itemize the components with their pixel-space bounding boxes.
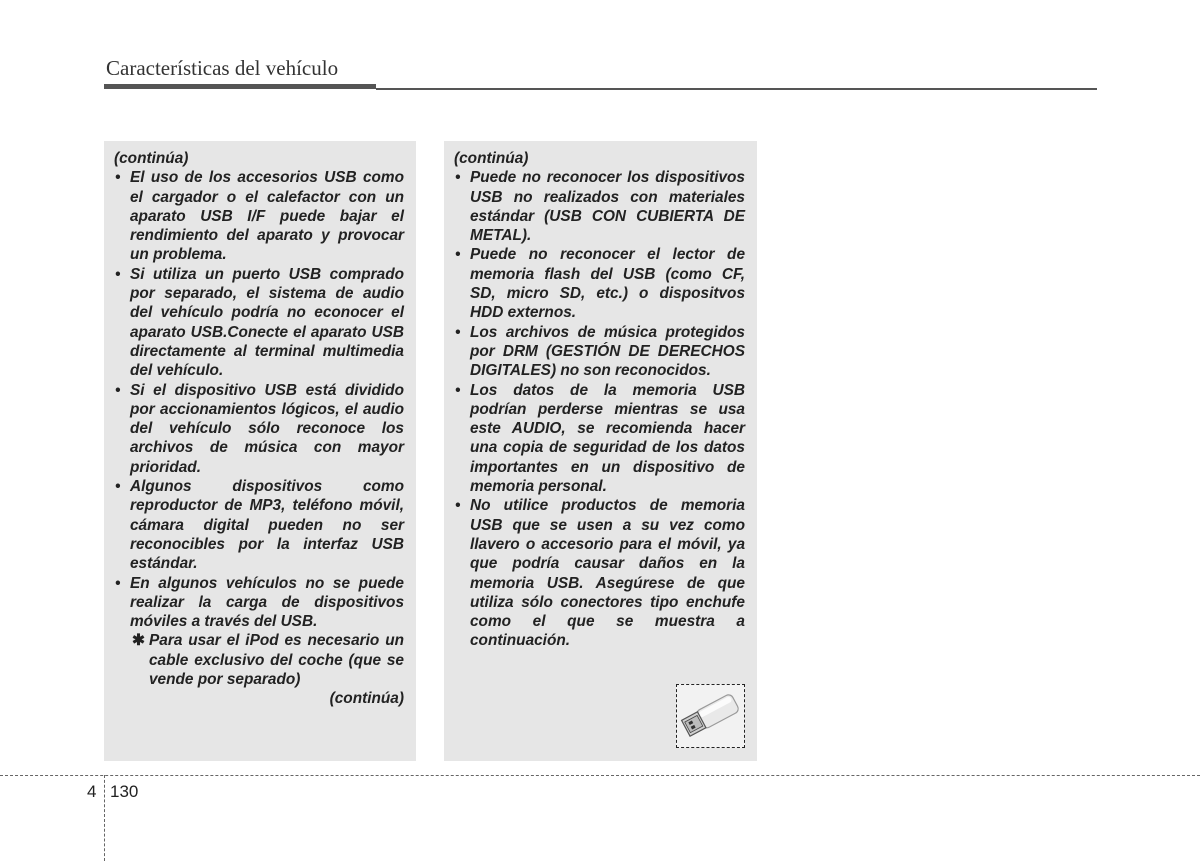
usb-plug-icon (677, 685, 744, 747)
page-number: 130 (110, 782, 139, 801)
footer-divider (0, 775, 1200, 776)
continued-label: (continúa) (454, 150, 529, 167)
bullet-item: • Si el dispositivo USB está dividido por accionamientos lógicos, el audio del vehículo sólo reconoce los archivos de música con mayor prioridad. (114, 381, 404, 477)
continued-label: (continúa) (114, 150, 189, 167)
right-info-box (444, 141, 757, 761)
chapter-number: 4 (87, 782, 97, 801)
page-title: Características del vehículo (106, 56, 339, 80)
bullet-item: • Puede no reconocer el lector de memoria flash del USB (como CF, SD, micro SD, etc.) o dispositvos HDD externos. (454, 245, 745, 322)
continued-label-bottom: (continúa) (329, 690, 404, 708)
bullet-item: • Los archivos de música protegidos por DRM (GESTIÓN DE DERECHOS DIGITALES) no son reconocidos. (454, 323, 745, 381)
bullet-item: • Los datos de la memoria USB podrían perderse mientras se usa este AUDIO, se recomienda hacer una copia de seguridad de los datos importantes en un dispositivo de memoria personal. (454, 381, 745, 497)
left-info-box (104, 141, 416, 761)
bullet-item: • Puede no reconocer los dispositivos USB no realizados con materiales estándar (USB CON CUBIERTA DE METAL). (454, 168, 745, 245)
header-rule-thin (376, 88, 1097, 90)
bullet-item: • Si utiliza un puerto USB comprado por separado, el sistema de audio del vehículo podría no econocer el aparato USB.Conecte el aparato USB directamente al terminal multimedia del vehículo. (114, 265, 404, 381)
footer-vertical-divider (104, 775, 105, 861)
bullet-item: • No utilice productos de memoria USB que se usen a su vez como llavero o accesorio para el móvil, ya que podría causar daños en la memoria USB. Asegúrese de que utiliza sólo conectores tipo enchufe como el que se muestra a continuación. (454, 496, 745, 650)
header-rule-thick (104, 84, 376, 89)
usb-plug-illustration (676, 684, 745, 748)
ipod-note (114, 631, 404, 689)
note-asterisk-icon: ✱ (132, 632, 145, 650)
bullet-item: • Algunos dispositivos como reproductor de MP3, teléfono móvil, cámara digital pueden no ser reconocibles por la interfaz USB estándar. (114, 477, 404, 573)
left-bullet-list (114, 168, 404, 631)
bullet-item: • En algunos vehículos no se puede realizar la carga de dispositivos móviles a través del USB. (114, 574, 404, 632)
bullet-item: • El uso de los accesorios USB como el cargador o el calefactor con un aparato USB I/F puede bajar el rendimiento del aparato y provocar un problema. (114, 168, 404, 264)
note-text: Para usar el iPod es necesario un cable exclusivo del coche (que se vende por separado) (149, 632, 404, 689)
right-bullet-list (454, 168, 745, 650)
